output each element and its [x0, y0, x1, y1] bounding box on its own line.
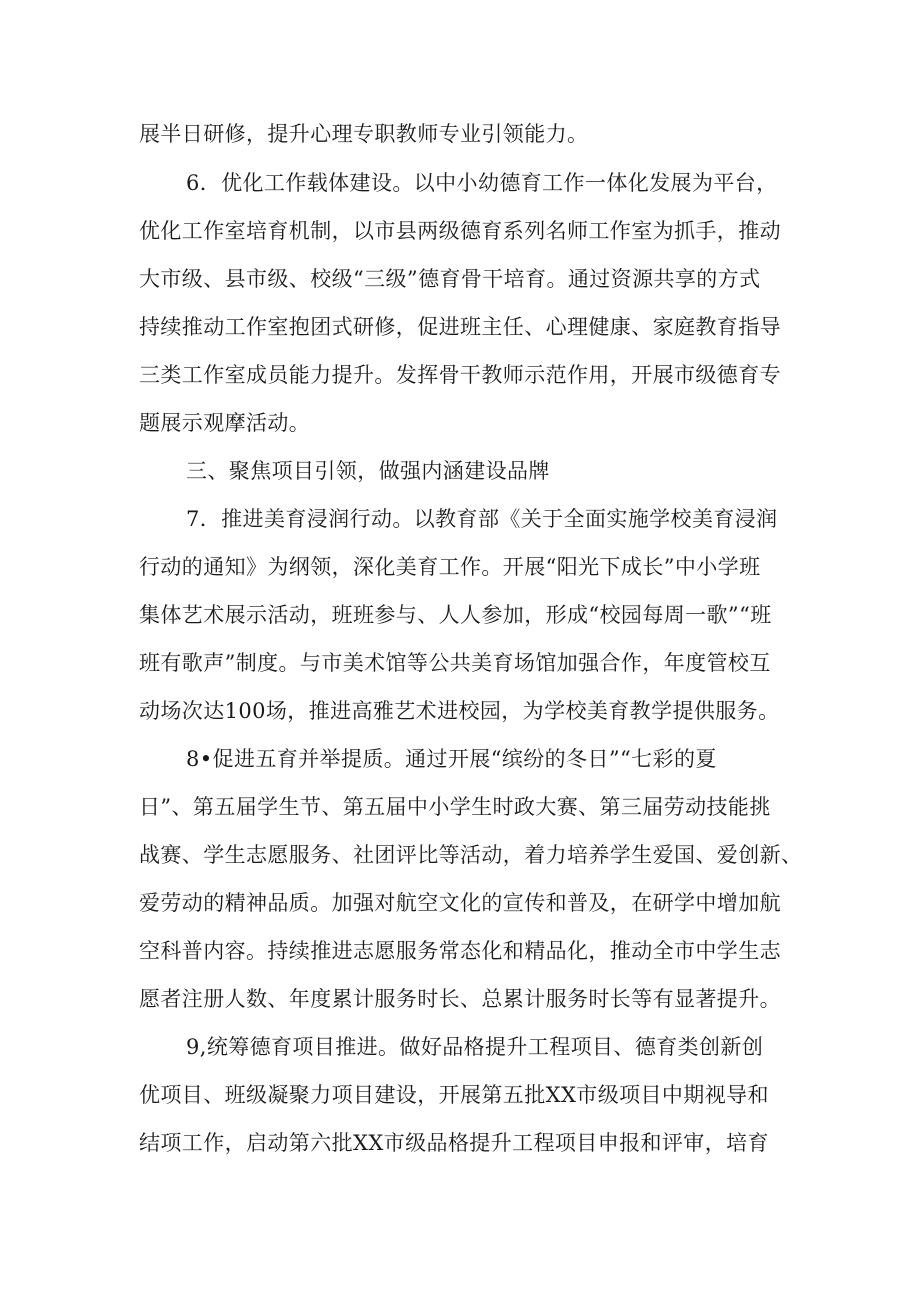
text-line: 日”、第五届学生节、第五届中小学生时政大赛、第三届劳动技能挑 [139, 795, 771, 819]
text-line: 空科普内容。持续推进志愿服务常态化和精品化，推动全市中学生志 [139, 939, 781, 963]
text-line: 题展示观摩活动。 [139, 411, 311, 435]
text-line: 持续推动工作室抱团式研修，促进班主任、心理健康、家庭教育指导 [139, 315, 781, 339]
text-line: 7．推进美育浸润行动。以教育部《关于全面实施学校美育浸润 [186, 507, 778, 531]
text-line: 结项工作，启动第六批XX市级品格提升工程项目申报和评审，培育 [139, 1131, 769, 1155]
text-line: 动场次达100场，推进高雅艺术进校园，为学校美育教学提供服务。 [139, 699, 780, 723]
text-line: 爱劳动的精神品质。加强对航空文化的宣传和普及，在研学中增加航 [139, 891, 781, 915]
text-line: 行动的通知》为纲领，深化美育工作。开展“阳光下成长”中小学班 [139, 555, 761, 579]
text-line: 6．优化工作载体建设。以中小幼德育工作一体化发展为平台， [186, 171, 778, 195]
text-line: 集体艺术展示活动，班班参与、人人参加，形成“校园每周一歌”“班 [139, 603, 772, 627]
section-heading: 三、聚焦项目引领，做强内涵建设品牌 [186, 459, 550, 483]
text-line: 9,统筹德育项目推进。做好品格提升工程项目、德育类创新创 [186, 1035, 764, 1059]
text-line: 展半日研修，提升心理专职教师专业引领能力。 [139, 122, 589, 146]
text-line: 战赛、学生志愿服务、社团评比等活动，着力培养学生爱国、爱创新、 [139, 843, 803, 867]
text-line: 大市级、县市级、校级“三级”德育骨干培育。通过资源共享的方式 [139, 267, 761, 291]
text-line: 优项目、班级凝聚力项目建设，开展第五批XX市级项目中期视导和 [139, 1083, 769, 1107]
text-line: 8•促进五育并举提质。通过开展“缤纷的冬日”“七彩的夏 [186, 747, 717, 771]
text-line: 三类工作室成员能力提升。发挥骨干教师示范作用，开展市级德育专 [139, 363, 781, 387]
text-line: 班有歌声”制度。与市美术馆等公共美育场馆加强合作，年度管校互 [139, 651, 771, 675]
text-line: 愿者注册人数、年度累计服务时长、总累计服务时长等有显著提升。 [139, 987, 781, 1011]
text-line: 优化工作室培育机制，以市县两级德育系列名师工作室为抓手，推动 [139, 219, 781, 243]
